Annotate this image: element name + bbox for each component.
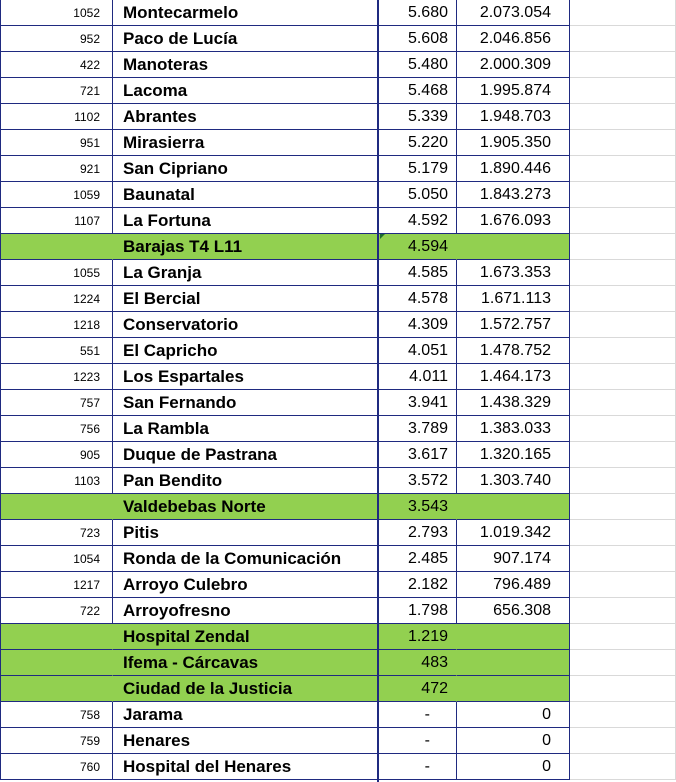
value-cell[interactable]: 3.543 — [378, 494, 457, 520]
total-cell[interactable]: 907.174 — [457, 546, 570, 572]
table-row — [0, 624, 676, 650]
station-code-cell[interactable]: 723 — [0, 520, 113, 546]
total-cell[interactable]: 0 — [457, 728, 570, 754]
total-cell[interactable]: 1.843.273 — [457, 182, 570, 208]
station-code-cell[interactable]: 756 — [0, 416, 113, 442]
empty-cell[interactable] — [570, 754, 676, 780]
station-name-cell[interactable]: Henares — [113, 728, 378, 754]
empty-cell[interactable] — [570, 624, 676, 650]
station-code-cell[interactable]: 1217 — [0, 572, 113, 598]
table-row — [0, 0, 676, 26]
empty-cell[interactable] — [570, 728, 676, 754]
value-cell[interactable]: 2.793 — [378, 520, 457, 546]
table-row — [0, 546, 676, 572]
station-code-cell[interactable]: 1103 — [0, 468, 113, 494]
station-name-cell[interactable]: Mirasierra — [113, 130, 378, 156]
empty-cell[interactable] — [570, 78, 676, 104]
station-name-cell[interactable]: Ronda de la Comunicación — [113, 546, 378, 572]
value-cell[interactable]: 3.617 — [378, 442, 457, 468]
station-name-cell[interactable]: Ciudad de la Justicia — [113, 676, 378, 702]
value-cell[interactable]: 5.468 — [378, 78, 457, 104]
table-row — [0, 26, 676, 52]
value-cell[interactable]: 5.608 — [378, 26, 457, 52]
station-name-cell[interactable]: Manoteras — [113, 52, 378, 78]
table-row — [0, 676, 676, 702]
empty-cell[interactable] — [570, 468, 676, 494]
total-cell[interactable]: 2.000.309 — [457, 52, 570, 78]
station-name-cell[interactable]: Conservatorio — [113, 312, 378, 338]
value-cell[interactable]: 4.051 — [378, 338, 457, 364]
station-name-cell[interactable]: Jarama — [113, 702, 378, 728]
table-row — [0, 416, 676, 442]
station-name-cell[interactable]: Lacoma — [113, 78, 378, 104]
value-cell[interactable]: 4.578 — [378, 286, 457, 312]
table-row — [0, 520, 676, 546]
total-cell[interactable] — [457, 676, 570, 702]
station-name-cell[interactable]: Pitis — [113, 520, 378, 546]
table-row — [0, 52, 676, 78]
table-row — [0, 338, 676, 364]
table-row — [0, 390, 676, 416]
total-cell[interactable]: 2.046.856 — [457, 26, 570, 52]
station-code-cell[interactable]: 422 — [0, 52, 113, 78]
table-row — [0, 156, 676, 182]
station-name-cell[interactable]: Baunatal — [113, 182, 378, 208]
station-code-cell[interactable] — [0, 650, 113, 676]
value-cell[interactable]: 5.680 — [378, 0, 457, 26]
station-code-cell[interactable]: 760 — [0, 754, 113, 780]
value-cell[interactable]: 4.592 — [378, 208, 457, 234]
total-cell[interactable]: 0 — [457, 702, 570, 728]
station-code-cell[interactable]: 551 — [0, 338, 113, 364]
empty-cell[interactable] — [570, 390, 676, 416]
total-cell[interactable]: 1.905.350 — [457, 130, 570, 156]
table-row — [0, 260, 676, 286]
empty-cell[interactable] — [570, 104, 676, 130]
empty-cell[interactable] — [570, 494, 676, 520]
station-name-cell[interactable]: El Bercial — [113, 286, 378, 312]
station-name-cell[interactable]: San Cipriano — [113, 156, 378, 182]
total-cell[interactable]: 1.673.353 — [457, 260, 570, 286]
table-row — [0, 442, 676, 468]
total-cell[interactable]: 1.572.757 — [457, 312, 570, 338]
station-code-cell[interactable] — [0, 624, 113, 650]
station-name-cell[interactable]: Barajas T4 L11 — [113, 234, 378, 260]
empty-cell[interactable] — [570, 338, 676, 364]
total-cell[interactable]: 1.383.033 — [457, 416, 570, 442]
value-cell[interactable]: 4.594 — [378, 234, 457, 260]
table-row — [0, 208, 676, 234]
total-cell[interactable]: 1.676.093 — [457, 208, 570, 234]
station-code-cell[interactable]: 1218 — [0, 312, 113, 338]
total-cell[interactable] — [457, 494, 570, 520]
empty-cell[interactable] — [570, 26, 676, 52]
table-row — [0, 754, 676, 780]
station-code-cell[interactable]: 1054 — [0, 546, 113, 572]
station-code-cell[interactable]: 1107 — [0, 208, 113, 234]
empty-cell[interactable] — [570, 0, 676, 26]
station-name-cell[interactable]: Valdebebas Norte — [113, 494, 378, 520]
value-cell[interactable]: 472 — [378, 676, 457, 702]
value-cell[interactable]: - — [378, 702, 457, 728]
value-cell[interactable]: 2.485 — [378, 546, 457, 572]
station-name-cell[interactable]: Paco de Lucía — [113, 26, 378, 52]
empty-cell[interactable] — [570, 598, 676, 624]
total-cell[interactable]: 1.303.740 — [457, 468, 570, 494]
total-cell[interactable] — [457, 234, 570, 260]
value-cell[interactable]: 3.572 — [378, 468, 457, 494]
table-row — [0, 494, 676, 520]
table-row — [0, 182, 676, 208]
value-cell[interactable]: 5.220 — [378, 130, 457, 156]
station-name-cell[interactable]: Arroyo Culebro — [113, 572, 378, 598]
table-row — [0, 364, 676, 390]
empty-cell[interactable] — [570, 286, 676, 312]
value-cell[interactable]: 3.789 — [378, 416, 457, 442]
station-code-cell[interactable] — [0, 676, 113, 702]
value-cell[interactable]: 483 — [378, 650, 457, 676]
total-cell[interactable] — [457, 624, 570, 650]
empty-cell[interactable] — [570, 676, 676, 702]
total-cell[interactable]: 1.464.173 — [457, 364, 570, 390]
value-cell[interactable]: 1.798 — [378, 598, 457, 624]
station-code-cell[interactable]: 951 — [0, 130, 113, 156]
station-code-cell[interactable]: 921 — [0, 156, 113, 182]
station-name-cell[interactable]: La Granja — [113, 260, 378, 286]
total-cell[interactable]: 1.438.329 — [457, 390, 570, 416]
total-cell[interactable]: 1.671.113 — [457, 286, 570, 312]
station-code-cell[interactable]: 1102 — [0, 104, 113, 130]
empty-cell[interactable] — [570, 130, 676, 156]
station-code-cell[interactable]: 905 — [0, 442, 113, 468]
station-name-cell[interactable]: Duque de Pastrana — [113, 442, 378, 468]
station-code-cell[interactable]: 721 — [0, 78, 113, 104]
station-name-cell[interactable]: Ifema - Cárcavas — [113, 650, 378, 676]
value-cell[interactable]: 5.050 — [378, 182, 457, 208]
table-row — [0, 130, 676, 156]
table-row — [0, 728, 676, 754]
table-row — [0, 468, 676, 494]
station-code-cell[interactable]: 952 — [0, 26, 113, 52]
station-code-cell[interactable]: 1052 — [0, 0, 113, 26]
station-code-cell[interactable]: 1224 — [0, 286, 113, 312]
total-cell[interactable]: 2.073.054 — [457, 0, 570, 26]
value-cell[interactable]: 2.182 — [378, 572, 457, 598]
table-row — [0, 234, 676, 260]
value-cell[interactable]: 4.585 — [378, 260, 457, 286]
table-row — [0, 598, 676, 624]
station-name-cell[interactable]: El Capricho — [113, 338, 378, 364]
station-name-cell[interactable]: Los Espartales — [113, 364, 378, 390]
station-name-cell[interactable]: La Rambla — [113, 416, 378, 442]
station-name-cell[interactable]: Montecarmelo — [113, 0, 378, 26]
station-code-cell[interactable]: 759 — [0, 728, 113, 754]
empty-cell[interactable] — [570, 234, 676, 260]
table-row — [0, 702, 676, 728]
station-code-cell[interactable] — [0, 494, 113, 520]
total-cell[interactable]: 0 — [457, 754, 570, 780]
table-row — [0, 650, 676, 676]
table-row — [0, 78, 676, 104]
table-row — [0, 312, 676, 338]
total-cell[interactable]: 656.308 — [457, 598, 570, 624]
station-name-cell[interactable]: Abrantes — [113, 104, 378, 130]
station-name-cell[interactable]: Arroyofresno — [113, 598, 378, 624]
empty-cell[interactable] — [570, 260, 676, 286]
station-code-cell[interactable]: 757 — [0, 390, 113, 416]
station-name-cell[interactable]: San Fernando — [113, 390, 378, 416]
station-code-cell[interactable] — [0, 234, 113, 260]
total-cell[interactable]: 1.320.165 — [457, 442, 570, 468]
station-code-cell[interactable]: 758 — [0, 702, 113, 728]
table-row — [0, 286, 676, 312]
empty-cell[interactable] — [570, 208, 676, 234]
value-cell[interactable]: - — [378, 754, 457, 780]
value-cell[interactable]: 4.011 — [378, 364, 457, 390]
station-name-cell[interactable]: Pan Bendito — [113, 468, 378, 494]
value-cell[interactable]: - — [378, 728, 457, 754]
total-cell[interactable]: 1.948.703 — [457, 104, 570, 130]
value-cell[interactable]: 3.941 — [378, 390, 457, 416]
value-cell[interactable]: 1.219 — [378, 624, 457, 650]
station-code-cell[interactable]: 1055 — [0, 260, 113, 286]
empty-cell[interactable] — [570, 572, 676, 598]
station-code-cell[interactable]: 722 — [0, 598, 113, 624]
value-cell[interactable]: 5.179 — [378, 156, 457, 182]
total-cell[interactable]: 1.890.446 — [457, 156, 570, 182]
empty-cell[interactable] — [570, 312, 676, 338]
value-cell[interactable]: 5.480 — [378, 52, 457, 78]
table-row — [0, 104, 676, 130]
value-cell[interactable]: 4.309 — [378, 312, 457, 338]
value-cell[interactable]: 5.339 — [378, 104, 457, 130]
empty-cell[interactable] — [570, 442, 676, 468]
total-cell[interactable]: 796.489 — [457, 572, 570, 598]
total-cell[interactable]: 1.478.752 — [457, 338, 570, 364]
station-name-cell[interactable]: La Fortuna — [113, 208, 378, 234]
empty-cell[interactable] — [570, 702, 676, 728]
total-cell[interactable]: 1.019.342 — [457, 520, 570, 546]
station-code-cell[interactable]: 1223 — [0, 364, 113, 390]
empty-cell[interactable] — [570, 182, 676, 208]
empty-cell[interactable] — [570, 52, 676, 78]
station-code-cell[interactable]: 1059 — [0, 182, 113, 208]
empty-cell[interactable] — [570, 546, 676, 572]
station-name-cell[interactable]: Hospital Zendal — [113, 624, 378, 650]
column-divider — [377, 0, 379, 782]
empty-cell[interactable] — [570, 520, 676, 546]
empty-cell[interactable] — [570, 364, 676, 390]
total-cell[interactable] — [457, 650, 570, 676]
table-row — [0, 572, 676, 598]
station-name-cell[interactable]: Hospital del Henares — [113, 754, 378, 780]
empty-cell[interactable] — [570, 156, 676, 182]
empty-cell[interactable] — [570, 650, 676, 676]
empty-cell[interactable] — [570, 416, 676, 442]
total-cell[interactable]: 1.995.874 — [457, 78, 570, 104]
cell-comment-marker-icon — [380, 234, 385, 239]
